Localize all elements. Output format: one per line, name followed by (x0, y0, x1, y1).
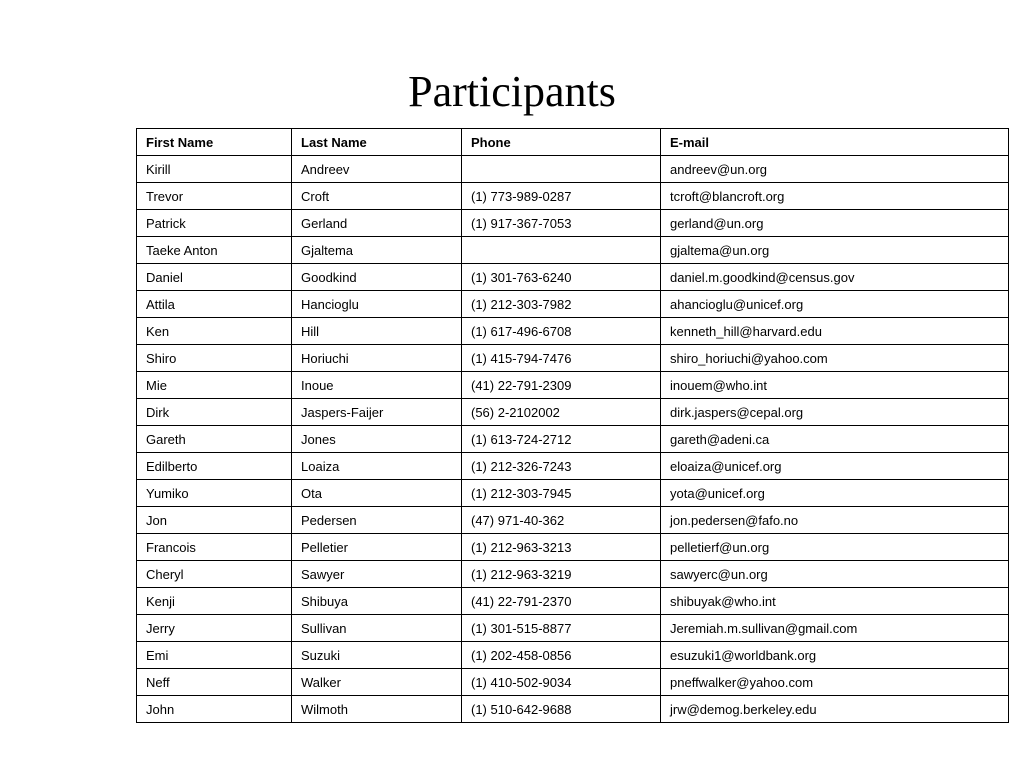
phone-cell: (1) 212-303-7945 (462, 480, 661, 507)
last-name-cell: Gjaltema (292, 237, 462, 264)
email-cell: esuzuki1@worldbank.org (661, 642, 1009, 669)
phone-cell: (1) 301-763-6240 (462, 264, 661, 291)
phone-cell: (1) 617-496-6708 (462, 318, 661, 345)
participants-table (136, 128, 1009, 723)
table-row (137, 183, 1009, 210)
table-row (137, 453, 1009, 480)
phone-cell: (1) 212-963-3219 (462, 561, 661, 588)
phone-cell: (1) 212-326-7243 (462, 453, 661, 480)
first-name-cell: Shiro (137, 345, 292, 372)
phone-cell: (1) 415-794-7476 (462, 345, 661, 372)
header-phone: Phone (462, 129, 661, 156)
header-email: E-mail (661, 129, 1009, 156)
email-cell: pelletierf@un.org (661, 534, 1009, 561)
email-cell: yota@unicef.org (661, 480, 1009, 507)
first-name-cell: Ken (137, 318, 292, 345)
email-cell: andreev@un.org (661, 156, 1009, 183)
table-row (137, 426, 1009, 453)
email-cell: tcroft@blancroft.org (661, 183, 1009, 210)
first-name-cell: Attila (137, 291, 292, 318)
phone-cell: (1) 301-515-8877 (462, 615, 661, 642)
table-row (137, 318, 1009, 345)
phone-cell (462, 156, 661, 183)
last-name-cell: Gerland (292, 210, 462, 237)
first-name-cell: Patrick (137, 210, 292, 237)
email-cell: pneffwalker@yahoo.com (661, 669, 1009, 696)
table-row (137, 561, 1009, 588)
first-name-cell: Trevor (137, 183, 292, 210)
first-name-cell: Kenji (137, 588, 292, 615)
last-name-cell: Goodkind (292, 264, 462, 291)
email-cell: shibuyak@who.int (661, 588, 1009, 615)
first-name-cell: Mie (137, 372, 292, 399)
last-name-cell: Andreev (292, 156, 462, 183)
last-name-cell: Hill (292, 318, 462, 345)
first-name-cell: John (137, 696, 292, 723)
first-name-cell: Jerry (137, 615, 292, 642)
email-cell: jon.pedersen@fafo.no (661, 507, 1009, 534)
table-row (137, 669, 1009, 696)
first-name-cell: Gareth (137, 426, 292, 453)
email-cell: gareth@adeni.ca (661, 426, 1009, 453)
table-row (137, 156, 1009, 183)
last-name-cell: Walker (292, 669, 462, 696)
header-first-name: First Name (137, 129, 292, 156)
email-cell: daniel.m.goodkind@census.gov (661, 264, 1009, 291)
phone-cell: (1) 510-642-9688 (462, 696, 661, 723)
email-cell: eloaiza@unicef.org (661, 453, 1009, 480)
phone-cell: (41) 22-791-2309 (462, 372, 661, 399)
email-cell: gerland@un.org (661, 210, 1009, 237)
last-name-cell: Sullivan (292, 615, 462, 642)
email-cell: kenneth_hill@harvard.edu (661, 318, 1009, 345)
email-cell: jrw@demog.berkeley.edu (661, 696, 1009, 723)
last-name-cell: Pelletier (292, 534, 462, 561)
table-body (137, 156, 1009, 723)
phone-cell: (1) 212-303-7982 (462, 291, 661, 318)
table-row (137, 264, 1009, 291)
first-name-cell: Daniel (137, 264, 292, 291)
last-name-cell: Horiuchi (292, 345, 462, 372)
phone-cell: (1) 773-989-0287 (462, 183, 661, 210)
page-title: Participants (408, 67, 616, 116)
last-name-cell: Wilmoth (292, 696, 462, 723)
table-row (137, 399, 1009, 426)
email-cell: inouem@who.int (661, 372, 1009, 399)
last-name-cell: Suzuki (292, 642, 462, 669)
table-row (137, 480, 1009, 507)
email-cell: shiro_horiuchi@yahoo.com (661, 345, 1009, 372)
phone-cell: (1) 212-963-3213 (462, 534, 661, 561)
table-row (137, 507, 1009, 534)
phone-cell: (1) 410-502-9034 (462, 669, 661, 696)
first-name-cell: Emi (137, 642, 292, 669)
table-row (137, 588, 1009, 615)
table-row (137, 345, 1009, 372)
email-cell: sawyerc@un.org (661, 561, 1009, 588)
last-name-cell: Jaspers-Faijer (292, 399, 462, 426)
phone-cell: (1) 613-724-2712 (462, 426, 661, 453)
first-name-cell: Edilberto (137, 453, 292, 480)
first-name-cell: Yumiko (137, 480, 292, 507)
last-name-cell: Inoue (292, 372, 462, 399)
first-name-cell: Cheryl (137, 561, 292, 588)
email-cell: Jeremiah.m.sullivan@gmail.com (661, 615, 1009, 642)
last-name-cell: Shibuya (292, 588, 462, 615)
first-name-cell: Francois (137, 534, 292, 561)
last-name-cell: Croft (292, 183, 462, 210)
email-cell: gjaltema@un.org (661, 237, 1009, 264)
first-name-cell: Neff (137, 669, 292, 696)
last-name-cell: Loaiza (292, 453, 462, 480)
last-name-cell: Ota (292, 480, 462, 507)
table-row (137, 237, 1009, 264)
table-row (137, 291, 1009, 318)
phone-cell (462, 237, 661, 264)
table-header-row (137, 129, 1009, 156)
first-name-cell: Kirill (137, 156, 292, 183)
table-row (137, 615, 1009, 642)
phone-cell: (1) 202-458-0856 (462, 642, 661, 669)
first-name-cell: Jon (137, 507, 292, 534)
last-name-cell: Pedersen (292, 507, 462, 534)
last-name-cell: Sawyer (292, 561, 462, 588)
email-cell: dirk.jaspers@cepal.org (661, 399, 1009, 426)
last-name-cell: Hancioglu (292, 291, 462, 318)
email-cell: ahancioglu@unicef.org (661, 291, 1009, 318)
table-row (137, 372, 1009, 399)
phone-cell: (1) 917-367-7053 (462, 210, 661, 237)
table-row (137, 210, 1009, 237)
header-last-name: Last Name (292, 129, 462, 156)
phone-cell: (47) 971-40-362 (462, 507, 661, 534)
table-row (137, 534, 1009, 561)
phone-cell: (41) 22-791-2370 (462, 588, 661, 615)
last-name-cell: Jones (292, 426, 462, 453)
table-row (137, 696, 1009, 723)
first-name-cell: Dirk (137, 399, 292, 426)
table-row (137, 642, 1009, 669)
phone-cell: (56) 2-2102002 (462, 399, 661, 426)
first-name-cell: Taeke Anton (137, 237, 292, 264)
